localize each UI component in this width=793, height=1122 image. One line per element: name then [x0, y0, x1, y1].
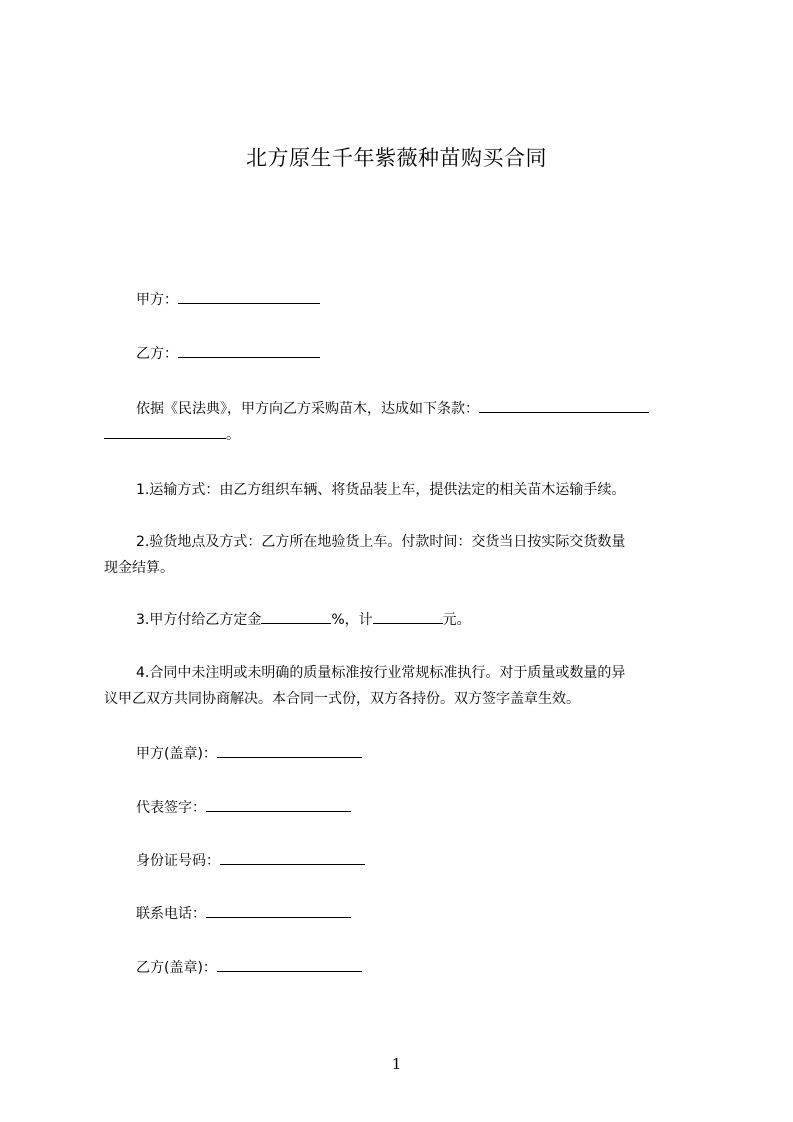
sign-rep-label: 代表签字： [136, 800, 206, 816]
sign-party-a-line [104, 742, 736, 766]
party-a-blank [178, 289, 320, 304]
intro-blank-1 [479, 398, 649, 413]
intro-line-2 [104, 423, 704, 447]
intro-blank-2 [104, 424, 226, 439]
clause-2-line-2: 现金结算。 [104, 560, 174, 576]
deposit-amount-blank [373, 609, 443, 624]
intro-line-1 [104, 397, 736, 421]
party-a-line [104, 288, 736, 312]
clause-3-part-3: 元。 [442, 612, 471, 628]
party-b-blank [178, 343, 320, 358]
sign-rep-blank [206, 797, 351, 812]
deposit-percent-blank [261, 609, 331, 624]
sign-party-b-line [104, 956, 736, 980]
clause-1: 1.运输方式：由乙方组织车辆、将货品装上车，提供法定的相关苗木运输手续。 [136, 482, 626, 498]
intro-text: 依据《民法典》，甲方向乙方采购苗木，达成如下条款： [136, 401, 479, 417]
sign-phone-line [104, 902, 736, 926]
document-title: 北方原生千年紫薇种苗购买合同 [246, 146, 547, 170]
sign-party-b-label: 乙方(盖章)： [136, 960, 217, 976]
page-number: 1 [391, 1055, 402, 1073]
sign-party-a-blank [217, 743, 362, 758]
sign-phone-label: 联系电话： [136, 906, 206, 922]
clause-2-line-1: 2.验货地点及方式：乙方所在地验货上车。付款时间：交货当日按实际交货数量 [136, 534, 626, 550]
party-b-line [104, 342, 736, 366]
sign-party-b-blank [217, 957, 362, 972]
intro-end: 。 [226, 427, 240, 443]
party-a-label: 甲方： [136, 292, 178, 308]
clause-4-line-1: 4.合同中未注明或未明确的质量标准按行业常规标准执行。对于质量或数量的异 [136, 665, 626, 681]
sign-rep-line [104, 796, 736, 820]
clause-4-line-2: 议甲乙双方共同协商解决。本合同一式份，双方各持份。双方签字盖章生效。 [104, 691, 580, 707]
sign-phone-blank [206, 903, 351, 918]
clause-3-part-1: 3.甲方付给乙方定金 [136, 612, 262, 628]
party-b-label: 乙方： [136, 346, 178, 362]
sign-id-label: 身份证号码： [136, 853, 220, 869]
clause-3-part-2: %，计 [331, 612, 373, 628]
clause-3 [104, 608, 736, 632]
sign-party-a-label: 甲方(盖章)： [136, 746, 217, 762]
sign-id-line [104, 849, 736, 873]
sign-id-blank [220, 850, 365, 865]
